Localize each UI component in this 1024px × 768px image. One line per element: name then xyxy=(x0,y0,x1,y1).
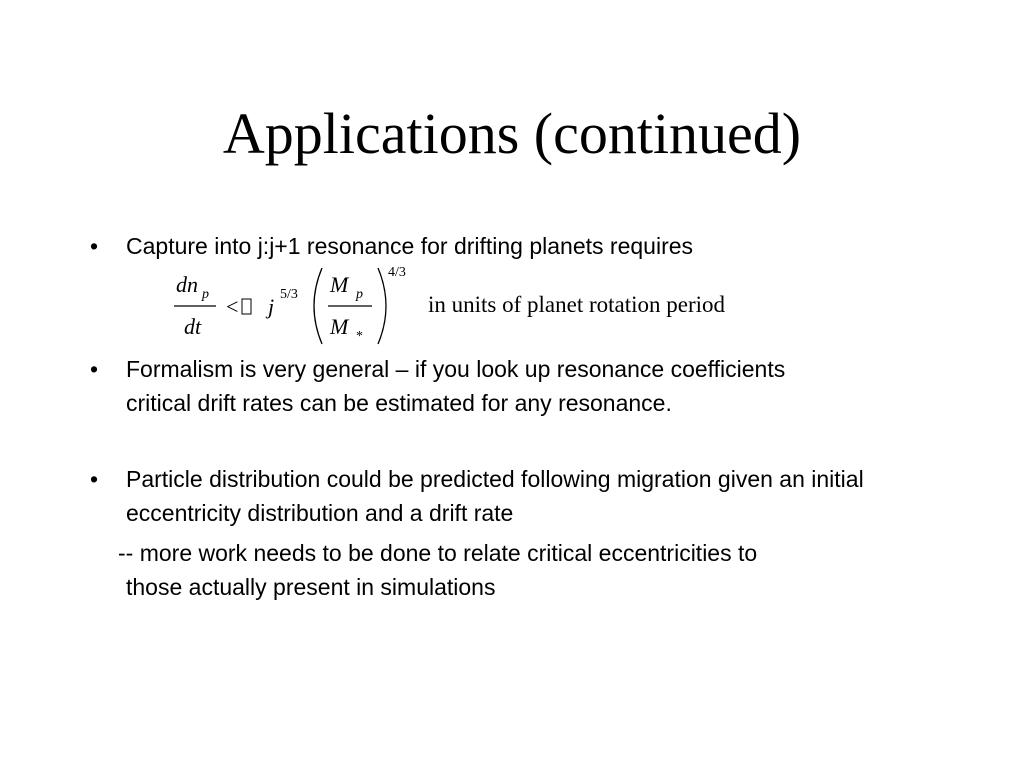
eq-right-paren xyxy=(378,268,386,344)
eq-lhs-denominator: dt xyxy=(184,314,202,339)
bullet-marker: • xyxy=(90,233,99,259)
eq-j-symbol: j xyxy=(268,294,275,319)
eq-lhs-numerator: dn xyxy=(176,272,198,297)
equation-caption: in units of planet rotation period xyxy=(428,292,726,317)
sub-item-line-2: those actually present in simulations xyxy=(126,574,496,600)
eq-missing-glyph-box xyxy=(242,299,251,314)
eq-j-exponent: 5/3 xyxy=(280,287,298,302)
eq-left-paren xyxy=(314,268,322,344)
bullet-marker: • xyxy=(90,356,99,382)
eq-outer-exponent: 4/3 xyxy=(388,265,406,280)
eq-ratio-denominator-sub: * xyxy=(356,329,363,344)
equation-graphic xyxy=(170,262,430,348)
bullet-text: Formalism is very general – if you look up resonance coefficients critical drift rates can be estimated for any resonance. xyxy=(126,356,786,416)
eq-ratio-numerator-sub: p xyxy=(356,287,363,302)
bullet-text: Particle distribution could be predicted following migration given an initial eccentricity distribution and a drift rate xyxy=(126,466,864,526)
drift-rate-equation xyxy=(170,262,810,348)
eq-relation: < xyxy=(226,294,239,319)
bullet-text: Capture into j:j+1 resonance for drifting planets requires xyxy=(126,233,694,259)
eq-ratio-numerator: M xyxy=(330,272,349,297)
sub-item-line-1: -- more work needs to be done to relate critical eccentricities to xyxy=(118,540,758,566)
eq-ratio-denominator: M xyxy=(330,314,349,339)
slide-title: Applications (continued) xyxy=(222,101,802,166)
eq-lhs-numerator-sub: p xyxy=(202,287,209,302)
bullet-marker: • xyxy=(90,466,99,492)
